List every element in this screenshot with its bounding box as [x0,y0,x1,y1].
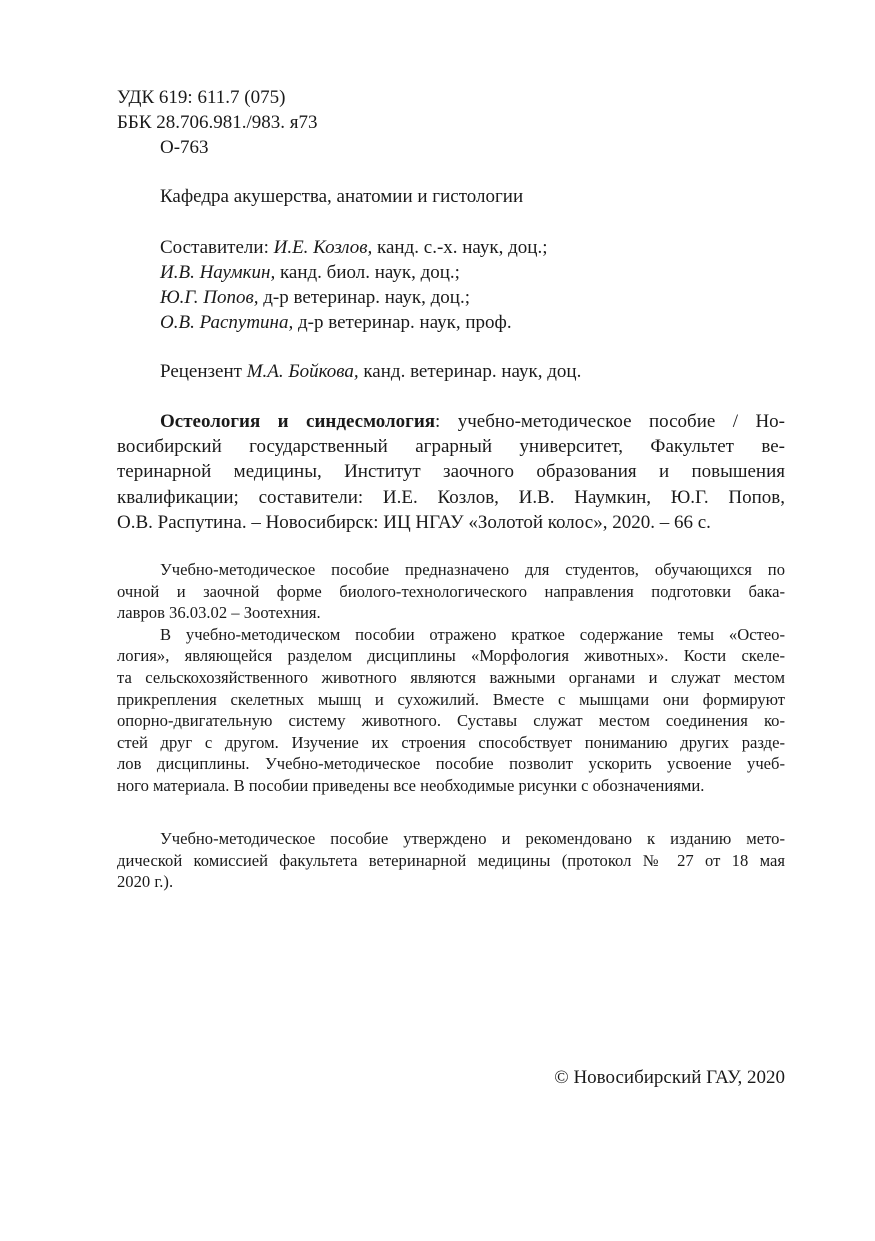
abstract-line: та сельскохозяйственного животного являются важными органами и служат местом [117,667,785,687]
copyright: © Новосибирский ГАУ, 2020 [554,1067,785,1088]
compiler-degree: д-р ветеринар. наук, доц.; [263,287,470,308]
bib-line: восибирский государственный аграрный университет, Факультет ве- [117,436,785,458]
abstract-line: ного материала. В пособии приведены все необходимые рисунки с обозначениями. [117,775,705,795]
abstract-paragraph-2 [117,624,785,797]
department: Кафедра акушерства, анатомии и гистологии [160,186,524,207]
compiler-degree: канд. с.-х. наук, доц.; [377,237,548,258]
approval-line: Учебно-методическое пособие утверждено и рекомендовано к изданию мето- [160,829,785,848]
abstract-line: Учебно-методическое пособие предназначено для студентов, обучающихся по [160,560,785,579]
bib-line: Остеология и синдесмология: учебно-методическое пособие / Но- [160,411,785,432]
compiler-degree: канд. биол. наук, доц.; [279,262,460,283]
author-sign: О-763 [160,137,209,158]
abstract-line: очной и заочной форме биолого-технологического направления подготовки бака- [117,581,785,601]
compiler-degree: д-р ветеринар. наук, проф. [297,312,512,333]
compiler-name: И.Е. Козлов, [273,237,373,258]
approval-line: дической комиссией факультета ветеринарной медицины (протокол № 27 от 18 мая [117,850,785,870]
abstract-line: В учебно-методическом пособии отражено краткое содержание темы «Остео- [160,624,785,644]
compiler-1 [160,236,548,260]
reviewer-label: Рецензент [160,361,242,382]
abstract-line: лавров 36.03.02 – Зоотехния. [117,603,321,623]
book-title: Остеология и синдесмология [160,411,436,432]
compiler-name: Ю.Г. Попов, [160,287,259,308]
bib-line: теринарной медицины, Институт заочного образования и повышения [117,461,785,483]
udk-code: УДК 619: 611.7 (075) [117,87,286,108]
reviewer-name: М.А. Бойкова, [246,361,359,382]
reviewer-degree: канд. ветеринар. наук, доц. [363,361,582,382]
bbk-code: ББК 28.706.981./983. я73 [117,112,318,133]
compiler-2 [160,261,460,285]
abstract-line: лов дисциплины. Учебно-методическое пособие позволит ускорить усвоение учеб- [117,754,785,774]
abstract-paragraph-1 [117,559,785,624]
bib-line: квалификации; составители: И.Е. Козлов, И.В. Наумкин, Ю.Г. Попов, [117,486,785,508]
compiler-name: О.В. Распутина, [160,312,294,333]
abstract-line: стей друг с другом. Изучение их строения способствует пониманию других разде- [117,732,785,752]
compiler-4 [160,311,512,335]
compiler-3 [160,286,470,310]
abstract [117,559,785,797]
bibliographic-record [117,409,785,535]
approval-line: 2020 г.). [117,872,174,892]
compilers-label: Составители: [160,237,269,258]
abstract-line: прикрепления скелетных мышц и сухожилий. Вместе с мышцами они формируют [117,689,785,709]
bib-line: О.В. Распутина. – Новосибирск: ИЦ НГАУ «Золотой колос», 2020. – 66 с. [117,511,711,533]
abstract-line: логия», являющейся разделом дисциплины «Морфология животных». Кости скеле- [117,646,785,666]
reviewer [160,360,581,384]
compiler-name: И.В. Наумкин, [160,262,276,283]
approval-note [117,828,785,893]
abstract-line: опорно-двигательную систему животного. Суставы служат местом соединения ко- [117,711,785,731]
